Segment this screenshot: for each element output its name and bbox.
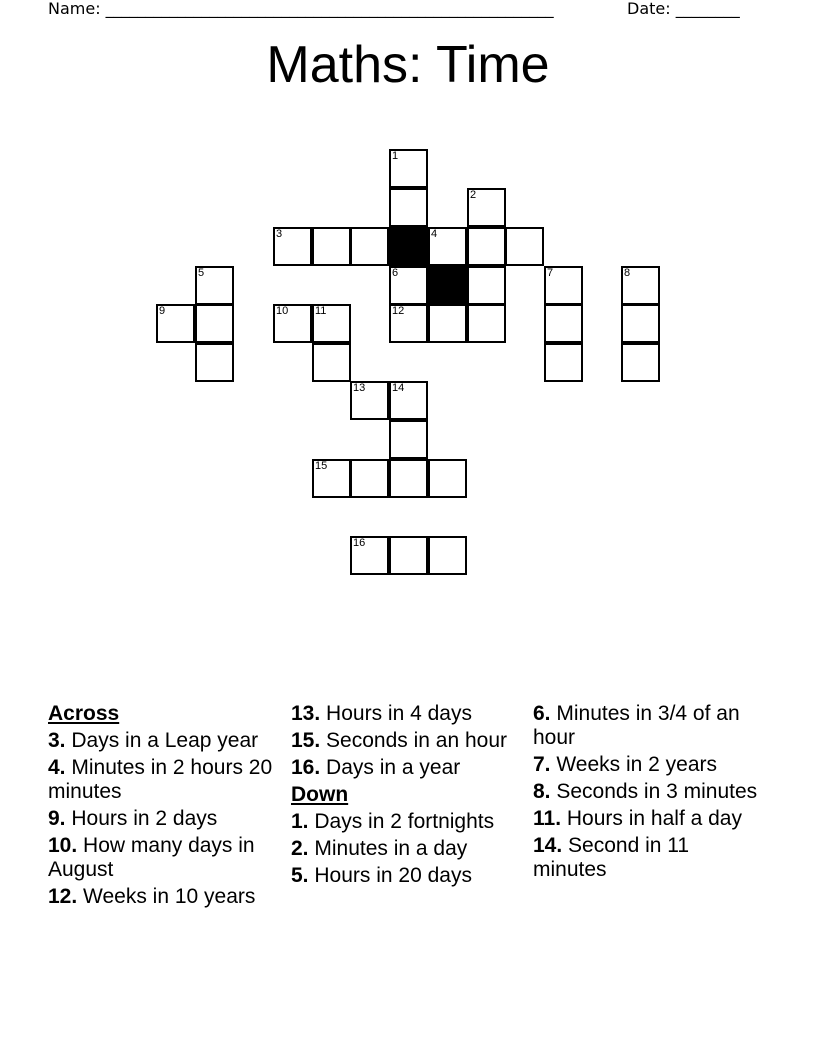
- grid-cell[interactable]: [350, 227, 389, 266]
- grid-cell[interactable]: [467, 227, 506, 266]
- grid-cell[interactable]: [544, 343, 583, 382]
- clue-text: Hours in 2 days: [71, 807, 218, 830]
- clue-text: Hours in half a day: [566, 807, 742, 830]
- clue-text: Seconds in 3 minutes: [556, 780, 758, 803]
- clue-number: 10: [276, 305, 289, 317]
- clue-text: Seconds in an hour: [326, 729, 508, 752]
- grid-cell[interactable]: [389, 381, 428, 420]
- clues-column-2: [291, 702, 526, 891]
- clue-text: Days in a year: [326, 756, 461, 779]
- grid-cell[interactable]: [312, 343, 351, 382]
- grid-cell[interactable]: [350, 459, 389, 498]
- grid-cell[interactable]: [312, 304, 351, 343]
- grid-cell[interactable]: [350, 536, 389, 575]
- clue-number: 12: [392, 305, 405, 317]
- clue-number: 5: [198, 267, 205, 279]
- clue-number-label: 4.: [48, 756, 66, 779]
- grid-cell[interactable]: [467, 304, 506, 343]
- clue-down-11: [533, 807, 768, 831]
- grid-cell[interactable]: [312, 459, 351, 498]
- grid-cell[interactable]: [621, 266, 660, 305]
- clue-text: How many days in August: [48, 834, 255, 881]
- clue-across-10: [48, 834, 283, 882]
- across-heading: Across: [48, 702, 120, 725]
- grid-cell[interactable]: [621, 304, 660, 343]
- clue-number: 16: [353, 537, 366, 549]
- clue-number: 14: [392, 382, 405, 394]
- clue-number-label: 7.: [533, 753, 551, 776]
- grid-cell[interactable]: [428, 227, 467, 266]
- grid-cell[interactable]: [389, 459, 428, 498]
- down-heading: Down: [291, 783, 349, 806]
- clue-down-2: [291, 837, 526, 861]
- grid-cell[interactable]: [428, 459, 467, 498]
- clue-down-5: [291, 864, 526, 888]
- grid-cell[interactable]: [273, 304, 312, 343]
- clue-down-7: [533, 753, 768, 777]
- clue-number: 9: [159, 305, 166, 317]
- date-field[interactable]: Date: ________: [627, 0, 740, 18]
- clue-number-label: 3.: [48, 729, 66, 752]
- clue-number: 11: [315, 305, 327, 317]
- grid-cell[interactable]: [389, 536, 428, 575]
- grid-cell[interactable]: [195, 266, 234, 305]
- clue-text: Days in a Leap year: [71, 729, 259, 752]
- clue-text: Minutes in 3/4 of an hour: [533, 702, 740, 749]
- clue-number: 6: [392, 267, 399, 279]
- clue-across-3: [48, 729, 283, 753]
- grid-cell[interactable]: [428, 304, 467, 343]
- clue-across-12: [48, 885, 283, 909]
- clue-number: 7: [547, 267, 554, 279]
- clue-number-label: 2.: [291, 837, 309, 860]
- grid-cell[interactable]: [389, 149, 428, 188]
- clue-across-4: [48, 756, 283, 804]
- clue-across-13: [291, 702, 526, 726]
- grid-cell[interactable]: [195, 343, 234, 382]
- clue-down-1: [291, 810, 526, 834]
- clue-number: 13: [353, 382, 366, 394]
- grid-cell[interactable]: [312, 227, 351, 266]
- grid-cell[interactable]: [389, 420, 428, 459]
- blocked-cell: [389, 227, 428, 266]
- clue-down-8: [533, 780, 768, 804]
- clue-across-9: [48, 807, 283, 831]
- clue-across-15: [291, 729, 526, 753]
- grid-cell[interactable]: [467, 266, 506, 305]
- name-field[interactable]: Name: ________________________________________________________: [48, 0, 554, 18]
- grid-cell[interactable]: [195, 304, 234, 343]
- clue-number-label: 5.: [291, 864, 309, 887]
- grid-cell[interactable]: [467, 188, 506, 227]
- clue-number: 4: [431, 228, 438, 240]
- clue-number-label: 13.: [291, 702, 321, 725]
- clue-number: 3: [276, 228, 283, 240]
- blocked-cell: [428, 266, 467, 305]
- clue-number: 15: [315, 460, 328, 472]
- clue-text: Second in 11 minutes: [533, 834, 690, 881]
- clue-number-label: 8.: [533, 780, 551, 803]
- clue-text: Weeks in 2 years: [556, 753, 718, 776]
- clues-column-1: [48, 702, 283, 912]
- clue-text: Hours in 20 days: [314, 864, 472, 887]
- clue-text: Minutes in 2 hours 20 minutes: [48, 756, 273, 803]
- clue-number: 1: [392, 150, 399, 162]
- clue-text: Weeks in 10 years: [83, 885, 256, 908]
- clue-number-label: 11.: [533, 807, 562, 830]
- grid-cell[interactable]: [389, 188, 428, 227]
- grid-cell[interactable]: [273, 227, 312, 266]
- grid-cell[interactable]: [350, 381, 389, 420]
- grid-cell[interactable]: [156, 304, 195, 343]
- grid-cell[interactable]: [544, 266, 583, 305]
- clue-number-label: 14.: [533, 834, 563, 857]
- grid-cell[interactable]: [428, 536, 467, 575]
- clue-number-label: 9.: [48, 807, 66, 830]
- grid-cell[interactable]: [389, 304, 428, 343]
- clue-number-label: 1.: [291, 810, 309, 833]
- clue-number-label: 10.: [48, 834, 78, 857]
- clue-text: Minutes in a day: [314, 837, 468, 860]
- grid-cell[interactable]: [505, 227, 544, 266]
- clue-across-16: [291, 756, 526, 780]
- clue-number-label: 16.: [291, 756, 321, 779]
- page-title: Maths: Time: [266, 36, 550, 94]
- clue-text: Days in 2 fortnights: [314, 810, 495, 833]
- clue-number-label: 15.: [291, 729, 321, 752]
- clue-number: 2: [470, 189, 477, 201]
- clue-number-label: 12.: [48, 885, 78, 908]
- clues-column-3: [533, 702, 768, 885]
- grid-cell[interactable]: [544, 304, 583, 343]
- clue-number: 8: [624, 267, 631, 279]
- clue-text: Hours in 4 days: [326, 702, 472, 725]
- clue-number-label: 6.: [533, 702, 551, 725]
- grid-cell[interactable]: [621, 343, 660, 382]
- clue-down-14: [533, 834, 768, 882]
- clue-down-6: [533, 702, 768, 750]
- grid-cell[interactable]: [389, 266, 428, 305]
